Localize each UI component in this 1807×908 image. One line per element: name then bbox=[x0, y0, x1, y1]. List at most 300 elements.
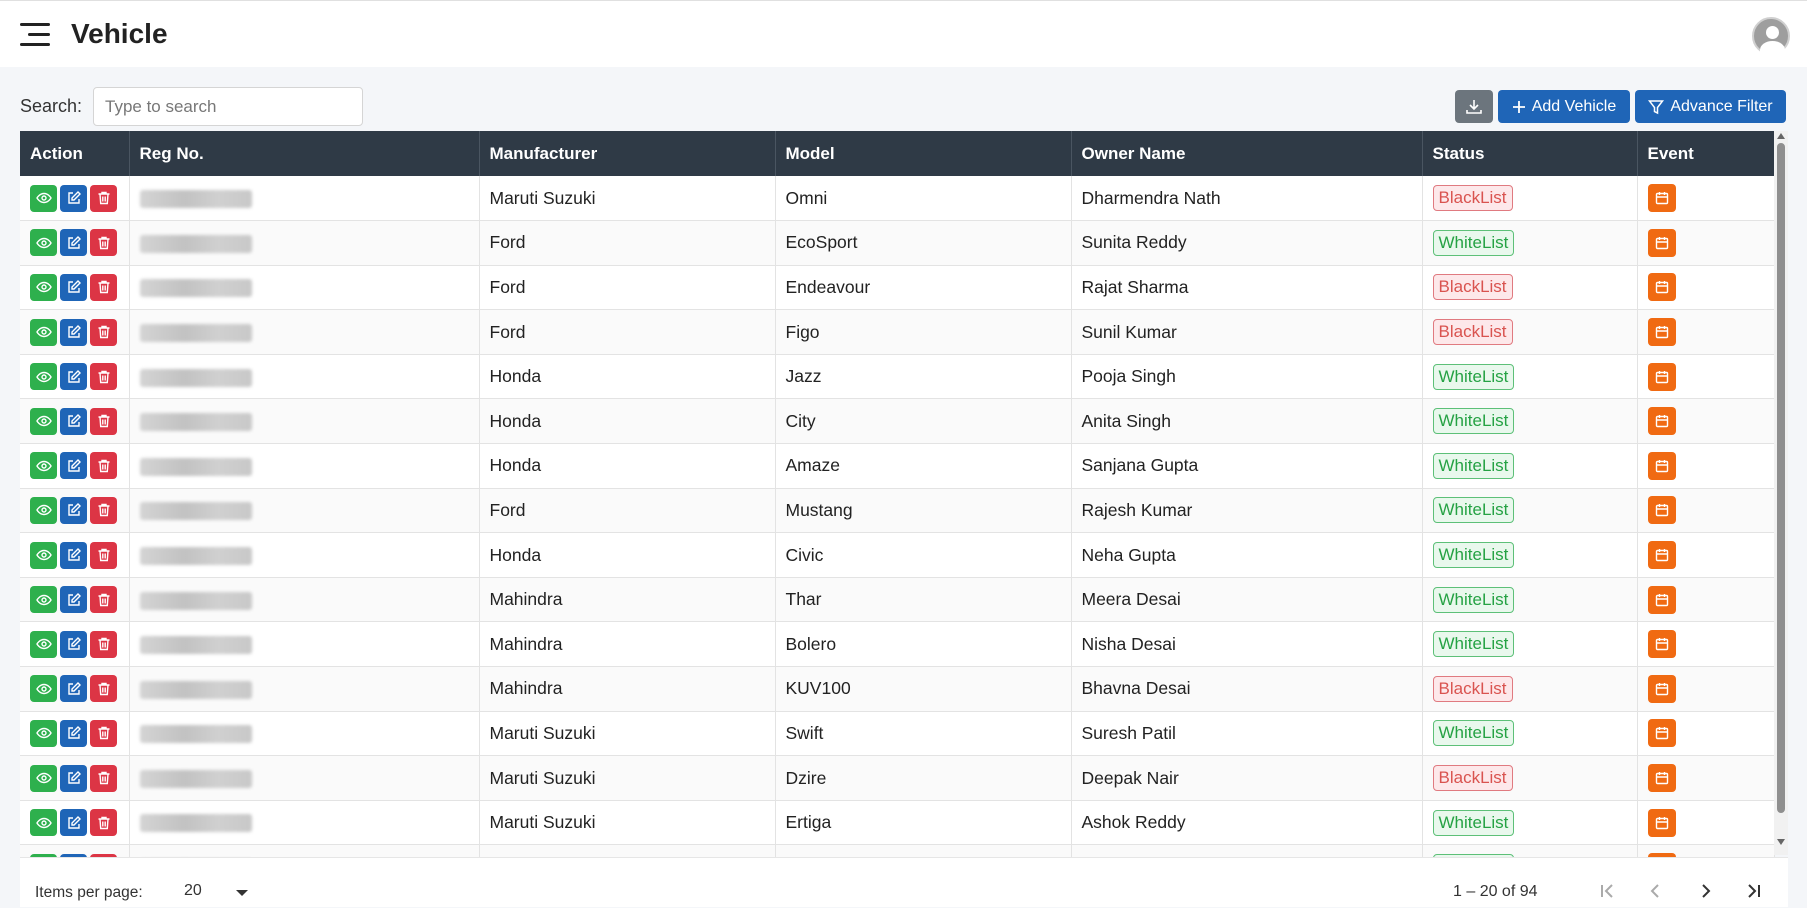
view-button[interactable] bbox=[30, 497, 57, 524]
status-cell bbox=[1422, 488, 1637, 533]
trash-icon bbox=[96, 279, 112, 295]
status-badge: WhiteList bbox=[1433, 542, 1515, 568]
edit-button[interactable] bbox=[60, 675, 87, 702]
manufacturer-cell: Ford bbox=[479, 310, 775, 355]
calendar-icon bbox=[1654, 815, 1670, 831]
table-row[interactable] bbox=[20, 221, 1774, 266]
edit-icon bbox=[66, 815, 82, 831]
trash-icon bbox=[96, 502, 112, 518]
status-cell bbox=[1422, 800, 1637, 845]
edit-icon bbox=[66, 413, 82, 429]
status-badge: WhiteList bbox=[1433, 631, 1515, 657]
action-cell bbox=[20, 176, 129, 221]
reg-no-cell bbox=[129, 533, 479, 578]
redacted-reg-no bbox=[140, 235, 252, 253]
edit-icon bbox=[66, 190, 82, 206]
owner-name-cell: Meera Desai bbox=[1071, 577, 1422, 622]
trash-icon bbox=[96, 770, 112, 786]
model-cell: Amaze bbox=[775, 444, 1071, 489]
action-cell bbox=[20, 622, 129, 667]
action-cell bbox=[20, 354, 129, 399]
view-button[interactable] bbox=[30, 720, 57, 747]
edit-button[interactable] bbox=[60, 809, 87, 836]
items-per-page-select[interactable]: 20 bbox=[184, 882, 202, 899]
edit-button[interactable] bbox=[60, 720, 87, 747]
delete-button[interactable] bbox=[90, 229, 117, 256]
eye-icon bbox=[36, 190, 52, 206]
status-cell bbox=[1422, 399, 1637, 444]
table-row[interactable] bbox=[20, 310, 1774, 355]
last-page-icon bbox=[1744, 881, 1764, 901]
reg-no-cell bbox=[129, 354, 479, 399]
edit-icon bbox=[66, 681, 82, 697]
download-icon bbox=[1465, 98, 1483, 116]
model-cell: Dzire bbox=[775, 756, 1071, 801]
action-cell bbox=[20, 800, 129, 845]
reg-no-cell bbox=[129, 800, 479, 845]
event-cell bbox=[1637, 176, 1774, 221]
view-button[interactable] bbox=[30, 631, 57, 658]
view-button[interactable] bbox=[30, 185, 57, 212]
event-button[interactable] bbox=[1648, 273, 1676, 301]
event-button[interactable] bbox=[1648, 586, 1676, 614]
event-button[interactable] bbox=[1648, 184, 1676, 212]
advance-filter-button[interactable] bbox=[1635, 90, 1786, 123]
trash-icon bbox=[96, 413, 112, 429]
reg-no-cell bbox=[129, 488, 479, 533]
trash-icon bbox=[96, 725, 112, 741]
table-row[interactable] bbox=[20, 354, 1774, 399]
owner-name-cell: Pooja Singh bbox=[1071, 354, 1422, 399]
status-badge: WhiteList bbox=[1433, 453, 1515, 479]
status-badge: BlackList bbox=[1433, 319, 1513, 345]
edit-button[interactable] bbox=[60, 274, 87, 301]
next-page-button[interactable] bbox=[1688, 874, 1722, 908]
manufacturer-cell: Mahindra bbox=[479, 577, 775, 622]
column-header-manufacturer[interactable]: Manufacturer bbox=[479, 131, 775, 176]
model-cell: Ertiga bbox=[775, 800, 1071, 845]
last-page-button[interactable] bbox=[1737, 874, 1771, 908]
redacted-reg-no bbox=[140, 681, 252, 699]
action-cell bbox=[20, 221, 129, 266]
table-row[interactable] bbox=[20, 711, 1774, 756]
calendar-icon bbox=[1654, 636, 1670, 652]
chevron-left-icon bbox=[1646, 881, 1666, 901]
owner-name-cell: Bhavna Desai bbox=[1071, 667, 1422, 712]
event-button[interactable] bbox=[1648, 541, 1676, 569]
model-cell: Swift bbox=[775, 711, 1071, 756]
action-cell bbox=[20, 577, 129, 622]
table-row[interactable] bbox=[20, 444, 1774, 489]
status-cell bbox=[1422, 176, 1637, 221]
top-bar bbox=[0, 0, 1807, 67]
manufacturer-cell: Maruti Suzuki bbox=[479, 756, 775, 801]
status-cell bbox=[1422, 354, 1637, 399]
eye-icon bbox=[36, 369, 52, 385]
trash-icon bbox=[96, 324, 112, 340]
table-row[interactable] bbox=[20, 756, 1774, 801]
model-cell: Endeavour bbox=[775, 265, 1071, 310]
status-badge: BlackList bbox=[1433, 765, 1513, 791]
status-badge: WhiteList bbox=[1433, 230, 1515, 256]
reg-no-cell bbox=[129, 444, 479, 489]
delete-button[interactable] bbox=[90, 542, 117, 569]
status-badge: BlackList bbox=[1433, 274, 1513, 300]
redacted-reg-no bbox=[140, 636, 252, 654]
page-title: Vehicle bbox=[71, 18, 168, 49]
edit-button[interactable] bbox=[60, 452, 87, 479]
status-cell bbox=[1422, 310, 1637, 355]
eye-icon bbox=[36, 547, 52, 563]
reg-no-cell bbox=[129, 176, 479, 221]
manufacturer-cell: Honda bbox=[479, 533, 775, 578]
edit-icon bbox=[66, 279, 82, 295]
calendar-icon bbox=[1654, 458, 1670, 474]
calendar-icon bbox=[1654, 369, 1670, 385]
redacted-reg-no bbox=[140, 413, 252, 431]
scrollbar-thumb[interactable] bbox=[1777, 143, 1785, 813]
manufacturer-cell: Ford bbox=[479, 488, 775, 533]
event-cell bbox=[1637, 533, 1774, 578]
eye-icon bbox=[36, 235, 52, 251]
filter-icon bbox=[1648, 99, 1664, 115]
event-cell bbox=[1637, 265, 1774, 310]
edit-icon bbox=[66, 369, 82, 385]
redacted-reg-no bbox=[140, 592, 252, 610]
edit-icon bbox=[66, 592, 82, 608]
edit-button[interactable] bbox=[60, 586, 87, 613]
delete-button[interactable] bbox=[90, 765, 117, 792]
search-label: Search: bbox=[20, 96, 83, 116]
delete-button[interactable] bbox=[90, 408, 117, 435]
edit-button[interactable] bbox=[60, 229, 87, 256]
eye-icon bbox=[36, 681, 52, 697]
reg-no-cell bbox=[129, 221, 479, 266]
action-cell bbox=[20, 667, 129, 712]
edit-button[interactable] bbox=[60, 542, 87, 569]
reg-no-cell bbox=[129, 399, 479, 444]
event-cell bbox=[1637, 667, 1774, 712]
trash-icon bbox=[96, 369, 112, 385]
reg-no-cell bbox=[129, 577, 479, 622]
owner-name-cell: Suresh Patil bbox=[1071, 711, 1422, 756]
reg-no-cell bbox=[129, 310, 479, 355]
delete-button[interactable] bbox=[90, 185, 117, 212]
status-cell bbox=[1422, 444, 1637, 489]
eye-icon bbox=[36, 324, 52, 340]
model-cell: Figo bbox=[775, 310, 1071, 355]
eye-icon bbox=[36, 636, 52, 652]
status-cell bbox=[1422, 756, 1637, 801]
edit-button[interactable] bbox=[60, 408, 87, 435]
manufacturer-cell: Ford bbox=[479, 221, 775, 266]
redacted-reg-no bbox=[140, 190, 252, 208]
trash-icon bbox=[96, 547, 112, 563]
event-cell bbox=[1637, 310, 1774, 355]
action-cell bbox=[20, 756, 129, 801]
event-cell bbox=[1637, 221, 1774, 266]
add-vehicle-label: Add Vehicle bbox=[1531, 97, 1617, 115]
status-badge: BlackList bbox=[1433, 185, 1513, 211]
event-button[interactable] bbox=[1648, 229, 1676, 257]
status-badge: BlackList bbox=[1433, 676, 1513, 702]
delete-button[interactable] bbox=[90, 631, 117, 658]
redacted-reg-no bbox=[140, 725, 252, 743]
view-button[interactable] bbox=[30, 809, 57, 836]
action-cell bbox=[20, 444, 129, 489]
event-cell bbox=[1637, 800, 1774, 845]
view-button[interactable] bbox=[30, 542, 57, 569]
edit-button[interactable] bbox=[60, 631, 87, 658]
event-cell bbox=[1637, 622, 1774, 667]
event-button[interactable] bbox=[1648, 452, 1676, 480]
reg-no-cell bbox=[129, 622, 479, 667]
table-row[interactable] bbox=[20, 265, 1774, 310]
event-cell bbox=[1637, 354, 1774, 399]
status-cell bbox=[1422, 622, 1637, 667]
delete-button[interactable] bbox=[90, 497, 117, 524]
event-button[interactable] bbox=[1648, 630, 1676, 658]
redacted-reg-no bbox=[140, 369, 252, 387]
event-button[interactable] bbox=[1648, 719, 1676, 747]
calendar-icon bbox=[1654, 502, 1670, 518]
column-header-reg-no[interactable]: Reg No. bbox=[129, 131, 479, 176]
view-button[interactable] bbox=[30, 229, 57, 256]
model-cell: Thar bbox=[775, 577, 1071, 622]
model-cell: EcoSport bbox=[775, 221, 1071, 266]
calendar-icon bbox=[1654, 324, 1670, 340]
trash-icon bbox=[96, 681, 112, 697]
column-header-event[interactable]: Event bbox=[1637, 131, 1774, 176]
manufacturer-cell: Honda bbox=[479, 354, 775, 399]
status-badge: WhiteList bbox=[1433, 810, 1515, 836]
owner-name-cell: Nisha Desai bbox=[1071, 622, 1422, 667]
view-button[interactable] bbox=[30, 675, 57, 702]
column-header-model[interactable]: Model bbox=[775, 131, 1071, 176]
eye-icon bbox=[36, 458, 52, 474]
view-button[interactable] bbox=[30, 765, 57, 792]
status-badge: WhiteList bbox=[1433, 497, 1515, 523]
calendar-icon bbox=[1654, 279, 1670, 295]
calendar-icon bbox=[1654, 770, 1670, 786]
trash-icon bbox=[96, 235, 112, 251]
redacted-reg-no bbox=[140, 279, 252, 297]
eye-icon bbox=[36, 815, 52, 831]
calendar-icon bbox=[1654, 681, 1670, 697]
delete-button[interactable] bbox=[90, 720, 117, 747]
calendar-icon bbox=[1654, 592, 1670, 608]
event-button[interactable] bbox=[1648, 318, 1676, 346]
action-cell bbox=[20, 310, 129, 355]
view-button[interactable] bbox=[30, 586, 57, 613]
reg-no-cell bbox=[129, 265, 479, 310]
manufacturer-cell: Ford bbox=[479, 265, 775, 310]
event-button[interactable] bbox=[1648, 496, 1676, 524]
trash-icon bbox=[96, 815, 112, 831]
edit-button[interactable] bbox=[60, 765, 87, 792]
calendar-icon bbox=[1654, 725, 1670, 741]
model-cell: City bbox=[775, 399, 1071, 444]
status-cell bbox=[1422, 533, 1637, 578]
view-button[interactable] bbox=[30, 452, 57, 479]
table-header-row bbox=[20, 131, 1774, 176]
event-button[interactable] bbox=[1648, 675, 1676, 703]
event-cell bbox=[1637, 711, 1774, 756]
action-cell bbox=[20, 399, 129, 444]
advance-filter-label: Advance Filter bbox=[1670, 97, 1773, 115]
delete-button[interactable] bbox=[90, 319, 117, 346]
eye-icon bbox=[36, 502, 52, 518]
edit-icon bbox=[66, 502, 82, 518]
action-cell bbox=[20, 488, 129, 533]
event-button[interactable] bbox=[1648, 407, 1676, 435]
redacted-reg-no bbox=[140, 458, 252, 476]
eye-icon bbox=[36, 770, 52, 786]
event-cell bbox=[1637, 577, 1774, 622]
view-button[interactable] bbox=[30, 363, 57, 390]
model-cell: Omni bbox=[775, 176, 1071, 221]
calendar-icon bbox=[1654, 547, 1670, 563]
owner-name-cell: Dharmendra Nath bbox=[1071, 176, 1422, 221]
event-cell bbox=[1637, 488, 1774, 533]
model-cell: KUV100 bbox=[775, 667, 1071, 712]
table-scrollbar[interactable] bbox=[1774, 131, 1788, 855]
column-header-action[interactable]: Action bbox=[20, 131, 129, 176]
dropdown-caret-icon[interactable] bbox=[236, 890, 248, 896]
scroll-up-icon[interactable] bbox=[1777, 133, 1785, 139]
action-cell bbox=[20, 533, 129, 578]
manufacturer-cell: Honda bbox=[479, 399, 775, 444]
add-vehicle-button[interactable] bbox=[1498, 90, 1630, 123]
owner-name-cell: Neha Gupta bbox=[1071, 533, 1422, 578]
status-cell bbox=[1422, 711, 1637, 756]
edit-button[interactable] bbox=[60, 363, 87, 390]
first-page-button[interactable] bbox=[1590, 874, 1624, 908]
edit-icon bbox=[66, 324, 82, 340]
status-cell bbox=[1422, 667, 1637, 712]
edit-icon bbox=[66, 636, 82, 652]
page-range-label: 1 – 20 of 94 bbox=[1453, 883, 1538, 900]
table-row[interactable] bbox=[20, 176, 1774, 221]
event-button[interactable] bbox=[1648, 363, 1676, 391]
edit-button[interactable] bbox=[60, 185, 87, 212]
calendar-icon bbox=[1654, 235, 1670, 251]
status-badge: WhiteList bbox=[1433, 408, 1515, 434]
owner-name-cell: Rajesh Kumar bbox=[1071, 488, 1422, 533]
event-button[interactable] bbox=[1648, 764, 1676, 792]
table-row[interactable] bbox=[20, 488, 1774, 533]
table-row[interactable] bbox=[20, 399, 1774, 444]
paginator bbox=[20, 857, 1788, 907]
hamburger-menu-icon[interactable] bbox=[16, 19, 54, 51]
reg-no-cell bbox=[129, 667, 479, 712]
redacted-reg-no bbox=[140, 547, 252, 565]
view-button[interactable] bbox=[30, 274, 57, 301]
delete-button[interactable] bbox=[90, 452, 117, 479]
edit-icon bbox=[66, 547, 82, 563]
edit-icon bbox=[66, 725, 82, 741]
manufacturer-cell: Maruti Suzuki bbox=[479, 800, 775, 845]
model-cell: Mustang bbox=[775, 488, 1071, 533]
trash-icon bbox=[96, 636, 112, 652]
edit-icon bbox=[66, 770, 82, 786]
user-avatar-icon[interactable] bbox=[1752, 17, 1790, 55]
chevron-right-icon bbox=[1695, 881, 1715, 901]
redacted-reg-no bbox=[140, 324, 252, 342]
items-per-page-label: Items per page: bbox=[35, 884, 143, 901]
event-cell bbox=[1637, 399, 1774, 444]
column-header-status[interactable]: Status bbox=[1422, 131, 1637, 176]
trash-icon bbox=[96, 592, 112, 608]
view-button[interactable] bbox=[30, 319, 57, 346]
redacted-reg-no bbox=[140, 814, 252, 832]
calendar-icon bbox=[1654, 190, 1670, 206]
owner-name-cell: Rajat Sharma bbox=[1071, 265, 1422, 310]
edit-icon bbox=[66, 458, 82, 474]
status-cell bbox=[1422, 265, 1637, 310]
table-row[interactable] bbox=[20, 800, 1774, 845]
table-row[interactable] bbox=[20, 622, 1774, 667]
scroll-down-icon[interactable] bbox=[1777, 839, 1785, 845]
trash-icon bbox=[96, 458, 112, 474]
model-cell: Civic bbox=[775, 533, 1071, 578]
event-cell bbox=[1637, 444, 1774, 489]
owner-name-cell: Sunil Kumar bbox=[1071, 310, 1422, 355]
event-cell bbox=[1637, 756, 1774, 801]
manufacturer-cell: Maruti Suzuki bbox=[479, 176, 775, 221]
manufacturer-cell: Mahindra bbox=[479, 667, 775, 712]
status-badge: WhiteList bbox=[1433, 720, 1515, 746]
model-cell: Jazz bbox=[775, 354, 1071, 399]
status-cell bbox=[1422, 577, 1637, 622]
trash-icon bbox=[96, 190, 112, 206]
download-button[interactable] bbox=[1455, 90, 1493, 123]
view-button[interactable] bbox=[30, 408, 57, 435]
calendar-icon bbox=[1654, 413, 1670, 429]
delete-button[interactable] bbox=[90, 675, 117, 702]
status-badge: WhiteList bbox=[1433, 364, 1515, 390]
column-header-owner-name[interactable]: Owner Name bbox=[1071, 131, 1422, 176]
first-page-icon bbox=[1597, 881, 1617, 901]
edit-button[interactable] bbox=[60, 497, 87, 524]
delete-button[interactable] bbox=[90, 586, 117, 613]
owner-name-cell: Anita Singh bbox=[1071, 399, 1422, 444]
table-row[interactable] bbox=[20, 533, 1774, 578]
delete-button[interactable] bbox=[90, 363, 117, 390]
table-row[interactable] bbox=[20, 667, 1774, 712]
event-button[interactable] bbox=[1648, 809, 1676, 837]
vehicle-table bbox=[20, 131, 1774, 855]
delete-button[interactable] bbox=[90, 809, 117, 836]
eye-icon bbox=[36, 592, 52, 608]
action-cell bbox=[20, 711, 129, 756]
search-input[interactable] bbox=[93, 87, 363, 126]
reg-no-cell bbox=[129, 756, 479, 801]
eye-icon bbox=[36, 725, 52, 741]
eye-icon bbox=[36, 413, 52, 429]
table-row[interactable] bbox=[20, 577, 1774, 622]
previous-page-button[interactable] bbox=[1639, 874, 1673, 908]
redacted-reg-no bbox=[140, 770, 252, 788]
manufacturer-cell: Mahindra bbox=[479, 622, 775, 667]
status-cell bbox=[1422, 221, 1637, 266]
status-badge: WhiteList bbox=[1433, 587, 1515, 613]
delete-button[interactable] bbox=[90, 274, 117, 301]
edit-button[interactable] bbox=[60, 319, 87, 346]
manufacturer-cell: Maruti Suzuki bbox=[479, 711, 775, 756]
action-cell bbox=[20, 265, 129, 310]
owner-name-cell: Sunita Reddy bbox=[1071, 221, 1422, 266]
